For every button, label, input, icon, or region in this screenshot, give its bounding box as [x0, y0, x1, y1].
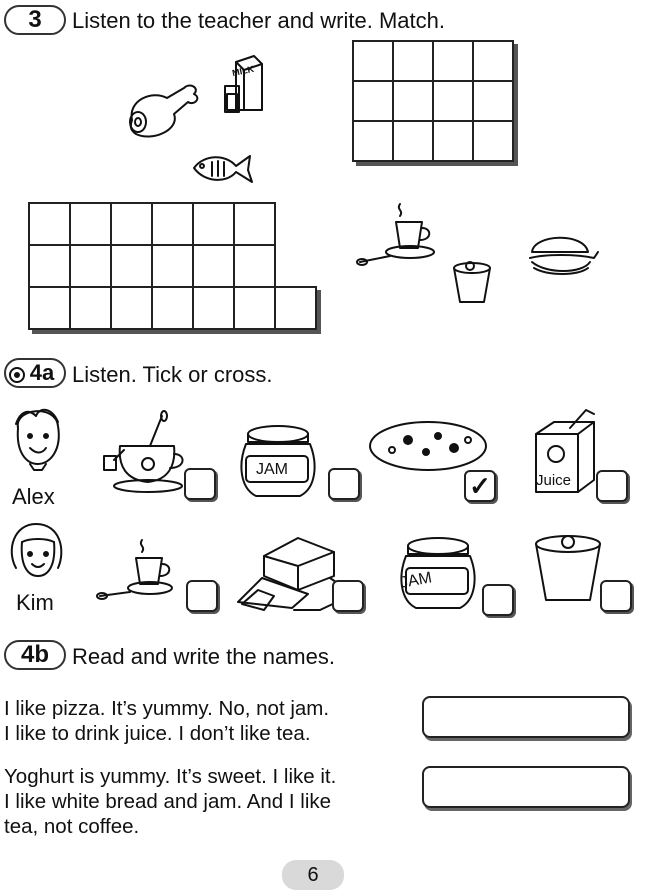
alex-pizza-checkbox[interactable]: ✓ — [464, 470, 496, 502]
exercise-4a-instruction: Listen. Tick or cross. — [72, 362, 273, 387]
paragraph-2-line-1: Yoghurt is yummy. It’s sweet. I like it. — [4, 765, 337, 788]
paragraph-2 — [4, 764, 336, 839]
kim-yoghurt-checkbox[interactable] — [600, 580, 632, 612]
kim-bread-checkbox[interactable] — [332, 580, 364, 612]
alex-tea-checkbox[interactable] — [184, 468, 216, 500]
alex-jam-checkbox[interactable] — [328, 468, 360, 500]
alex-name: Alex — [12, 484, 55, 509]
kim-name: Kim — [16, 590, 54, 615]
meat-icon — [122, 80, 202, 140]
paragraph-1 — [4, 696, 329, 746]
kim-jam-label: JAM — [398, 569, 434, 592]
paragraph-1-line-2: I like to drink juice. I don’t like tea. — [4, 722, 311, 745]
kim-coffee-checkbox[interactable] — [186, 580, 218, 612]
paragraph-1-line-1: I like pizza. It’s yummy. No, not jam. — [4, 697, 330, 720]
alex-jam-label: JAM — [256, 461, 288, 478]
yoghurt-icon — [532, 530, 606, 606]
kim-face-icon — [6, 520, 68, 582]
exercise-4b-instruction: Read and write the names. — [72, 644, 335, 669]
exercise-3-instruction: Listen to the teacher and write. Match. — [72, 8, 445, 33]
page-number: 6 — [282, 860, 344, 890]
paragraph-2-line-2: I like white bread and jam. And I like — [4, 790, 332, 813]
exercise-4b-badge: 4b — [4, 640, 66, 670]
audio-cd-icon — [9, 367, 25, 383]
answer-grid-1 — [352, 40, 514, 162]
fish-icon — [190, 152, 254, 186]
exercise-3-badge: 3 — [4, 5, 66, 35]
answer-box-2[interactable] — [422, 766, 630, 808]
alex-juice-checkbox[interactable] — [596, 470, 628, 502]
answer-grid-2 — [28, 202, 276, 288]
answer-box-1[interactable] — [422, 696, 630, 738]
burger-icon — [526, 230, 602, 278]
pizza-icon — [368, 420, 488, 474]
alex-face-icon — [8, 402, 66, 472]
paragraph-2-line-3: tea, not coffee. — [4, 815, 140, 838]
answer-grid-2-bottom-row — [28, 286, 317, 330]
tea-icon — [98, 410, 182, 494]
milk-label: MILK — [231, 63, 255, 79]
coffee-cup-icon — [96, 536, 176, 602]
yoghurt-icon — [448, 256, 498, 308]
alex-juice-label: Juice — [536, 472, 572, 489]
milk-carton-icon — [222, 52, 270, 118]
kim-jam-checkbox[interactable] — [482, 584, 514, 616]
coffee-cup-icon — [356, 196, 440, 268]
exercise-4a-badge: 4a — [4, 358, 66, 388]
